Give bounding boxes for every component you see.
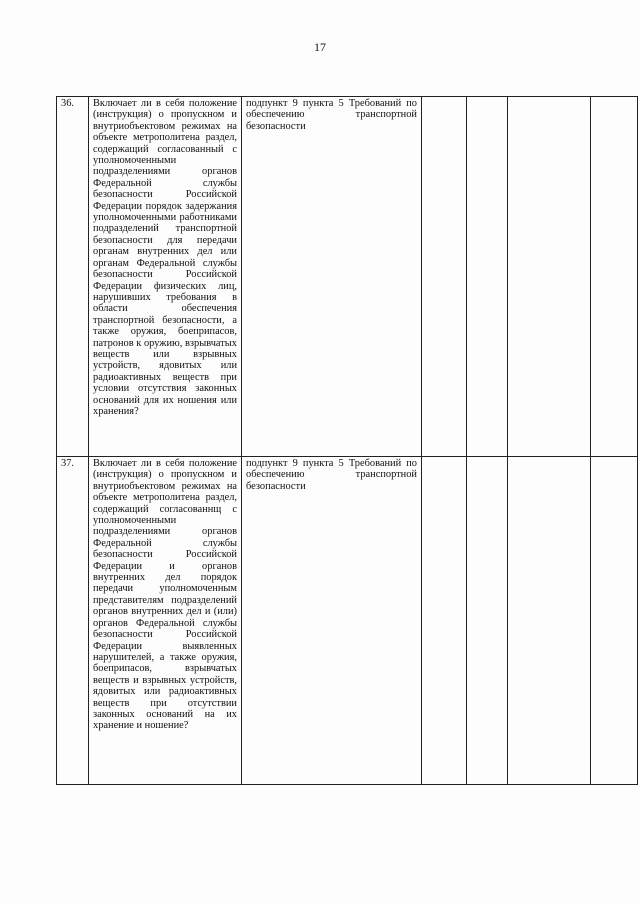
checklist-table bbox=[56, 96, 638, 785]
answer-no-cell bbox=[467, 457, 508, 785]
answer-na-cell bbox=[508, 457, 591, 785]
answer-no-cell bbox=[467, 97, 508, 457]
question-cell: Включает ли в себя положение (инструкция) о пропускном и внутриобъектовом режимах на объекте метрополитена раздел, содержащий согласованнщ с уполномоченными подразделениями органов Федеральной службы безопасности Российской Федерации и органов внутренних дел порядок передачи уполномоченным представителям подразделений органов внутренних дел и (или) органов Федеральной службы безопасности Российской Федерации выявленных нарушителей, а также оружия, боеприпасов, взрывчатых веществ и взрывных устройств, ядовитых или радиоактивных веществ при отсутствии законных оснований на их хранение и ношение? bbox=[89, 457, 242, 785]
reference-cell: подпункт 9 пункта 5 Требований по обеспечению транспортной безопасности bbox=[242, 457, 422, 785]
reference-cell: подпункт 9 пункта 5 Требований по обеспечению транспортной безопасности bbox=[242, 97, 422, 457]
notes-cell bbox=[591, 97, 638, 457]
answer-na-cell bbox=[508, 97, 591, 457]
row-number: 36. bbox=[57, 97, 89, 457]
table-row bbox=[57, 457, 638, 785]
notes-cell bbox=[591, 457, 638, 785]
table-row bbox=[57, 97, 638, 457]
page-number: 17 bbox=[314, 40, 326, 54]
question-cell: Включает ли в себя положение (инструкция) о пропускном и внутриобъектовом режимах на объекте метрополитена раздел, содержащий согласованный с уполномоченными подразделениями органов Федеральной службы безопасности Российской Федерации порядок задержания уполномоченными работниками подразделений транспортной безопасности для передачи органам внутренних дел или органам Федеральной службы безопасности Российской Федерации физических лиц, нарушивших требования в области обеспечения транспортной безопасности, а также оружия, боеприпасов, патронов к оружию, взрывчатых веществ или взрывных устройств, ядовитых или радиоактивных веществ при условии отсутствия законных оснований для их ношения или хранения? bbox=[89, 97, 242, 457]
answer-yes-cell bbox=[422, 457, 467, 785]
answer-yes-cell bbox=[422, 97, 467, 457]
row-number: 37. bbox=[57, 457, 89, 785]
